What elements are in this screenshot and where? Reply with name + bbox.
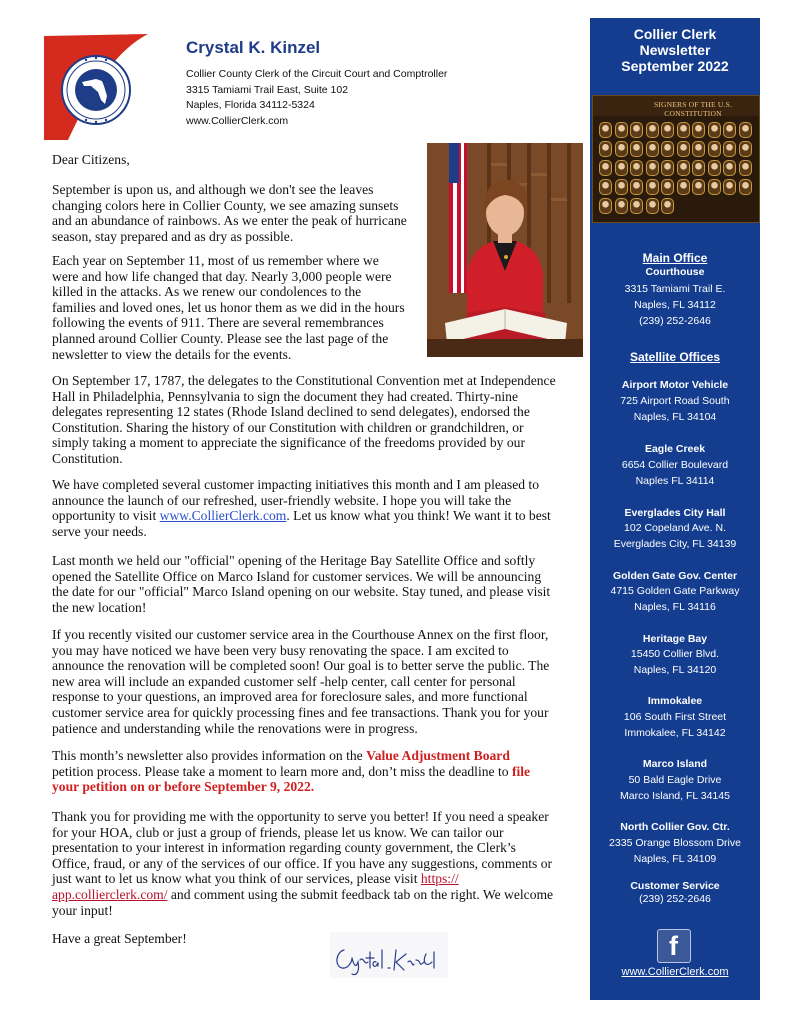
- office-city: Naples, FL 34109: [633, 853, 717, 865]
- clerk-seal-logo: [44, 34, 150, 140]
- text-line: Hall in Philadelphia, Pennsylvania to sign the document they had created. Thirty-nine: [52, 388, 518, 404]
- signer-portrait: [661, 179, 674, 195]
- facebook-glyph: f: [669, 931, 678, 961]
- text-line: Last month we held our "official" opening of the Heritage Bay Satellite Office and softly: [52, 553, 536, 568]
- signer-portrait: [708, 122, 721, 138]
- main-office-name: Courthouse: [645, 266, 705, 278]
- signer-portrait: [630, 179, 643, 195]
- text-line: Constitution. Sharing the history of our Constitution with children or grandchildren, or: [52, 419, 524, 435]
- text-line: [52, 871, 553, 887]
- letter-paragraph-1: [52, 182, 407, 244]
- letter-paragraph-7: [52, 748, 530, 795]
- text-line: Constitution.: [52, 450, 123, 466]
- text-line: simply taking a moment to appreciate the significance of the freedoms provided by our: [52, 435, 525, 451]
- office-address: 15450 Collier Blvd.: [630, 648, 720, 660]
- signer-portrait: [739, 179, 752, 195]
- text-line: delegates representing 12 states (Rhode Island declined to send delegates), endorsed the: [52, 404, 530, 420]
- office-name: Eagle Creek: [644, 443, 706, 455]
- text-line: Each year on September 11, most of us remember where we: [52, 253, 379, 268]
- signer-portrait: [677, 141, 690, 157]
- signer-portrait: [646, 198, 659, 214]
- signer-portrait: [661, 141, 674, 157]
- signer-portrait: [630, 141, 643, 157]
- letter-paragraph-6: [52, 627, 549, 736]
- poster-title: SIGNERS OF THE U.S. CONSTITUTION: [653, 100, 733, 118]
- text-line: planned around Collier County. Please see the last page of the: [52, 330, 389, 346]
- clerk-address-street: 3315 Tamiami Trail East, Suite 102: [186, 84, 349, 96]
- signer-portrait: [708, 160, 721, 176]
- deadline-highlight: file: [511, 763, 531, 779]
- text-segment: . Let us know what you think! We want it to best: [286, 508, 551, 524]
- text-line: following the events of 911. There are several remembrances: [52, 315, 384, 331]
- office-name: Golden Gate Gov. Center: [612, 570, 738, 582]
- clerk-website[interactable]: www.CollierClerk.com: [186, 115, 289, 127]
- office-city: Immokalee, FL 34142: [624, 727, 726, 739]
- text-line: presentation to your interest in information regarding county government, the Clerk’s: [52, 840, 516, 856]
- office-city: Naples, FL 34116: [634, 601, 716, 613]
- feedback-link[interactable]: app.collierclerk.com/: [52, 886, 168, 902]
- text-line: changing colors here in Collier County, we see amazing sunsets: [52, 197, 399, 213]
- office-address: 725 Airport Road South: [620, 395, 730, 407]
- text-line: If you recently visited our customer service area in the Courthouse Annex on the first floor,: [52, 627, 549, 642]
- signer-portrait: [692, 122, 705, 138]
- customer-service-phone: (239) 252-2646: [639, 893, 711, 905]
- office-name: Marco Island: [642, 758, 708, 770]
- office-address: 102 Copeland Ave. N.: [624, 522, 726, 534]
- signer-portrait: [692, 160, 705, 176]
- signer-portrait: [646, 122, 659, 138]
- signer-portrait: [630, 160, 643, 176]
- main-office-street: 3315 Tamiami Trail E.: [624, 283, 726, 295]
- signer-portrait: [661, 160, 674, 176]
- satellite-offices-heading: Satellite Offices: [629, 350, 721, 364]
- customer-service-label: Customer Service: [630, 880, 720, 892]
- office-address: 50 Bald Eagle Drive: [628, 774, 722, 786]
- signer-portrait: [646, 160, 659, 176]
- signer-portrait: [630, 198, 643, 214]
- letter-paragraph-8: [52, 809, 553, 918]
- letter-paragraph-5: [52, 553, 550, 615]
- text-line: customer service area for quickly processing fines and fee transactions. Thank you for your: [52, 704, 549, 720]
- signer-portrait: [646, 179, 659, 195]
- office-name: Immokalee: [647, 695, 703, 707]
- letter-paragraph-4: [52, 477, 551, 539]
- signer-portrait: [723, 179, 736, 195]
- letter-closing: Have a great September!: [52, 931, 187, 946]
- signer-portrait: [599, 198, 612, 214]
- signer-portrait: [739, 141, 752, 157]
- text-line: September is upon us, and although we don't see the leaves: [52, 182, 374, 197]
- text-line: opened the Satellite Office on Marco Island for customer services. We will be announcing: [52, 568, 542, 584]
- title-line: September 2022: [621, 58, 729, 74]
- text-line: serve your needs.: [52, 523, 147, 539]
- text-segment: opportunity to visit: [52, 508, 160, 524]
- text-line: Thank you for providing me with the opportunity to serve you better! If you need a speaker: [52, 809, 549, 824]
- title-line: Collier Clerk: [633, 26, 717, 42]
- letter-greeting: Dear Citizens,: [52, 152, 130, 167]
- letter-paragraph-2: [52, 253, 405, 362]
- signer-portrait: [708, 179, 721, 195]
- signer-portrait: [723, 160, 736, 176]
- text-line: patience and understanding while the renovations were in progress.: [52, 720, 418, 736]
- signer-portrait: [646, 141, 659, 157]
- signer-portrait: [739, 160, 752, 176]
- office-name: Everglades City Hall: [624, 507, 726, 519]
- office-city: Marco Island, FL 34145: [620, 790, 730, 802]
- signer-portrait: [723, 141, 736, 157]
- office-city: Naples FL 34114: [635, 475, 715, 487]
- signer-portrait: [692, 179, 705, 195]
- newsletter-sidebar: [590, 18, 760, 1000]
- text-segment: This month’s newsletter also provides information on the: [52, 748, 367, 763]
- text-line: [52, 508, 551, 524]
- main-office-heading: Main Office: [642, 251, 708, 265]
- signer-portrait: [677, 179, 690, 195]
- signer-portrait: [630, 122, 643, 138]
- feedback-link[interactable]: https://: [420, 871, 459, 887]
- constitution-signers-poster: [592, 95, 760, 223]
- office-address: 6654 Collier Boulevard: [621, 459, 729, 471]
- value-adjustment-board-highlight: Value Adjustment Board: [366, 748, 510, 763]
- office-name: North Collier Gov. Ctr.: [620, 821, 730, 833]
- text-line: Office, fraud, or any of the services of our office. If you have any suggestions, comments or: [52, 855, 553, 871]
- text-line: We have completed several customer impacting initiatives this month and I am pleased to: [52, 477, 540, 492]
- text-line: announce the launch of our refreshed, user-friendly website. I hope you will take the: [52, 492, 512, 508]
- text-line: you may have noticed we have been very busy renovating the space. I am excited to: [52, 642, 509, 658]
- text-line: were and how life changed that day. Nearly 3,000 people were: [52, 268, 392, 284]
- office-address: 106 South First Street: [623, 711, 727, 723]
- office-address: 4715 Golden Gate Parkway: [610, 585, 740, 597]
- text-line: season, stay prepared and as dry as possible.: [52, 228, 294, 244]
- text-line: the new location!: [52, 599, 147, 615]
- signer-portrait: [599, 179, 612, 195]
- office-city: Everglades City, FL 34139: [613, 538, 737, 550]
- office-name: Airport Motor Vehicle: [621, 379, 729, 391]
- clerk-address-city: Naples, Florida 34112-5324: [186, 99, 315, 111]
- deadline-highlight-line: your petition on or before September 9, 2022.: [52, 779, 315, 795]
- text-line: for your HOA, club or just a group of friends, please let us know. We can tailor our: [52, 824, 504, 840]
- text-line: [52, 764, 530, 780]
- office-city: Naples, FL 34104: [633, 411, 717, 423]
- signer-portrait: [599, 160, 612, 176]
- signer-portrait: [677, 160, 690, 176]
- office-address: 2335 Orange Blossom Drive: [609, 837, 741, 849]
- signer-portrait: [615, 122, 628, 138]
- text-line: newsletter to view the details for the events.: [52, 346, 292, 362]
- signer-portrait: [723, 122, 736, 138]
- text-segment: petition process. Please take a moment to learn more and, don’t miss the deadline to: [52, 763, 512, 779]
- title-line: Newsletter: [639, 42, 711, 58]
- text-line: and an abundance of rainbows. As we enter the peak of hurricane: [52, 213, 407, 229]
- clerk-name: Crystal K. Kinzel: [186, 38, 321, 57]
- main-office-city: Naples, FL 34112: [634, 299, 716, 311]
- office-city: Naples, FL 34120: [633, 664, 717, 676]
- signer-portrait: [677, 122, 690, 138]
- text-line: [52, 887, 553, 903]
- text-line: [52, 748, 530, 764]
- facebook-icon[interactable]: [657, 929, 691, 963]
- text-line: families and loved ones, let us honor them as we did in the hours: [52, 299, 405, 315]
- office-name: Heritage Bay: [642, 633, 708, 645]
- letter-paragraph-3: [52, 373, 556, 467]
- text-line: new area will include an expanded customer self -help center, call center for personal: [52, 673, 516, 689]
- text-line: response to your questions, an improved area for foreclosure sales, and more functional: [52, 689, 528, 705]
- text-line: your input!: [52, 902, 113, 918]
- signer-portrait: [661, 122, 674, 138]
- text-line: killed in the attacks. As we renew our condolences to the: [52, 284, 362, 300]
- signer-portrait: [615, 179, 628, 195]
- signer-portrait: [739, 122, 752, 138]
- clerk-title: Collier County Clerk of the Circuit Court and Comptroller: [186, 68, 448, 80]
- text-segment: just want to let us know what you think of our services, please visit: [52, 871, 421, 887]
- text-line: announce the renovation will be completed soon! Our goal is to better serve the public. The: [52, 658, 550, 674]
- text-line: the date for our "official" Marco Island opening on our website. Stay tuned, and please visit: [52, 584, 551, 600]
- signer-portrait: [615, 198, 628, 214]
- signer-portrait: [708, 141, 721, 157]
- signer-portrait: [692, 141, 705, 157]
- signer-portrait: [615, 141, 628, 157]
- newsletter-title: [590, 26, 760, 74]
- sidebar-website-link[interactable]: www.CollierClerk.com: [621, 966, 729, 978]
- signer-portrait: [599, 141, 612, 157]
- signer-portrait: [599, 122, 612, 138]
- clerk-portrait-photo: [427, 143, 583, 357]
- website-link[interactable]: www.CollierClerk.com: [159, 508, 287, 524]
- text-segment: and comment using the submit feedback tab on the right. We welcome: [167, 886, 554, 902]
- signer-portrait: [661, 198, 674, 214]
- text-line: On September 17, 1787, the delegates to the Constitutional Convention met at Independence: [52, 373, 556, 388]
- signer-portrait: [615, 160, 628, 176]
- main-office-phone: (239) 252-2646: [639, 315, 711, 327]
- handwritten-signature: [330, 932, 448, 978]
